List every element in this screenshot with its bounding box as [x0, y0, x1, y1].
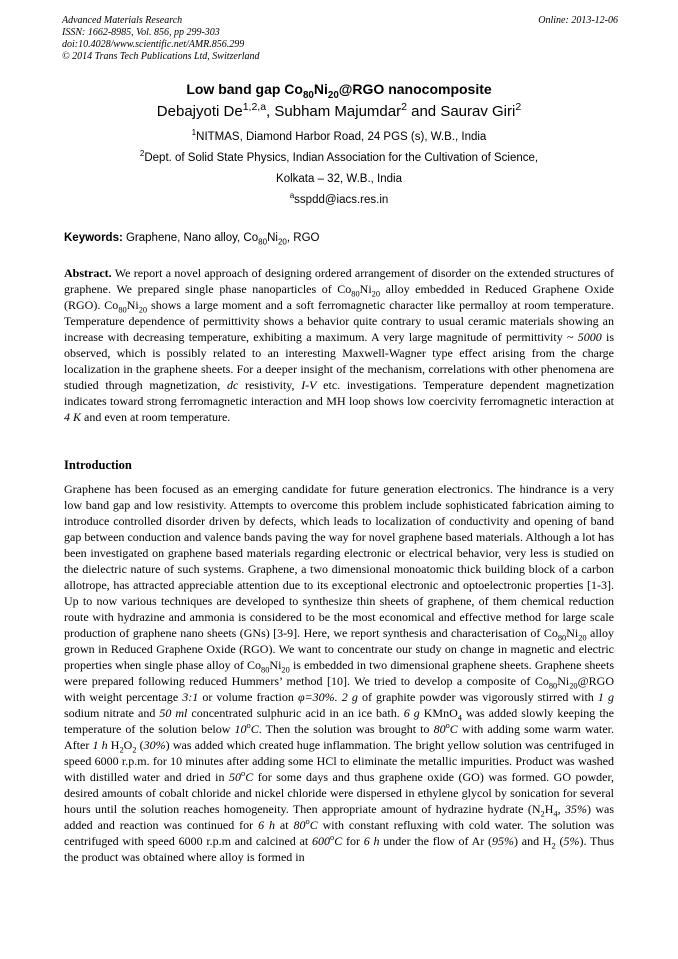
- intro-italic: 1 g: [597, 690, 614, 704]
- abstract-label: Abstract.: [64, 266, 112, 280]
- intro-text: @RGO with weight percentage: [64, 674, 614, 704]
- intro-text: KMnO: [419, 706, 458, 720]
- title-text: @RGO nanocomposite: [338, 81, 492, 97]
- affiliation-text: Dept. of Solid State Physics, Indian Association for the Cultivation of Science,: [144, 152, 539, 164]
- superscript: o: [241, 769, 246, 778]
- author-affiliation-mark: 2: [401, 101, 407, 113]
- introduction-body: [64, 481, 614, 951]
- keywords-text: Ni: [267, 232, 278, 244]
- intro-text: Ni: [557, 674, 570, 688]
- abstract-text: and even at room temperature.: [81, 410, 231, 424]
- affiliation-mark: 2: [139, 149, 145, 159]
- intro-italic: 3:1: [182, 690, 199, 704]
- intro-italic: 5%: [563, 834, 580, 848]
- keywords-text: , RGO: [286, 232, 320, 244]
- subscript: 80: [351, 289, 360, 299]
- intro-text: ,: [557, 802, 565, 816]
- affiliation-2-line-2: Kolkata – 32, W.B., India: [276, 173, 402, 185]
- intro-text: ) and H: [514, 834, 552, 848]
- intro-text: concentrated sulphuric acid in an ice bath.: [187, 706, 404, 720]
- email-text: sspdd@iacs.res.in: [294, 194, 389, 206]
- intro-italic: 30%: [143, 738, 166, 752]
- abstract-text: Ni: [126, 298, 139, 312]
- intro-text: or volume fraction: [198, 690, 298, 704]
- superscript: o: [246, 721, 251, 730]
- intro-text: (: [555, 834, 564, 848]
- journal-name: Advanced Materials Research: [62, 15, 183, 26]
- intro-text: H: [107, 738, 120, 752]
- intro-italic: 600: [312, 834, 330, 848]
- subscript: 2: [551, 841, 556, 851]
- intro-italic: C: [309, 818, 318, 832]
- abstract-text: etc. investigations. Temperature dependent magnetization indicates toward strong ferromagnetic interaction and MH loop shows low coercivity ferromagnetic interaction at: [64, 378, 615, 408]
- subscript: 80: [261, 665, 270, 675]
- intro-text: ) was added which created huge inflammation. The bright yellow solution was centrifuged in speed 6000 r.p.m. for 10 minutes after adding some HCl to eliminate the metallic impurities. Product was washed with distilled water and dried in: [64, 738, 614, 784]
- title-subscript: 20: [327, 89, 339, 101]
- email: [0, 191, 678, 206]
- journal-header: [62, 15, 618, 63]
- keywords-subscript: 20: [277, 237, 287, 247]
- intro-italic: 6 h: [258, 818, 275, 832]
- intro-text: H: [544, 802, 554, 816]
- affiliation-mark: 1: [191, 128, 197, 138]
- abstract-text: alloy embedded in Reduced Graphene Oxide (RGO). Co: [64, 282, 614, 312]
- author-affiliation-mark: 2: [515, 101, 522, 113]
- abstract-italic: dc: [226, 378, 239, 392]
- journal-doi: doi:10.4028/www.scientific.net/AMR.856.299: [62, 39, 245, 50]
- affiliation-text: NITMAS, Diamond Harbor Road, 24 PGS (s), W.B., India: [196, 131, 487, 143]
- intro-italic: C: [245, 770, 254, 784]
- affiliation-1: [0, 128, 678, 143]
- author-name: , Subham Majumdar: [266, 103, 402, 120]
- journal-copyright: © 2014 Trans Tech Publications Ltd, Switzerland: [62, 51, 260, 62]
- superscript: o: [445, 721, 450, 730]
- intro-text: was added slowly keeping the temperature of the solution below: [64, 706, 614, 736]
- intro-text: for some days and thus graphene oxide (GO) was formed. GO powder, desired amounts of cobalt chloride and nickel chloride were dispersed in ethylene glycol by sonication for several hours until the solution reaches homogeneity. Then appropriate amount of hydrazine hydrate (N: [64, 770, 614, 816]
- abstract-text: We report a novel approach of designing ordered arrangement of disorder on the extended structures of graphene. We prepared single phase nanoparticles of Co: [64, 266, 614, 296]
- author-name: Debajyoti De: [156, 103, 243, 120]
- intro-text: O: [123, 738, 133, 752]
- intro-italic: 50: [229, 770, 241, 784]
- subscript: 80: [557, 633, 567, 643]
- abstract-italic: 5000: [577, 330, 602, 344]
- intro-italic: 35%: [564, 802, 587, 816]
- intro-text: Ni: [566, 626, 579, 640]
- title-text: Low band gap Co: [186, 81, 303, 97]
- online-date: Online: 2013-12-06: [538, 15, 618, 26]
- superscript: o: [330, 833, 335, 842]
- superscript: o: [305, 817, 310, 826]
- title-text: Ni: [313, 81, 328, 97]
- intro-text: alloy grown in Reduced Graphene Oxide (RGO). We want to concentrate our study on change in magnetic and electric properties when single phase alloy of Co: [64, 626, 614, 672]
- intro-italic: C: [449, 722, 458, 736]
- intro-italic: 80: [433, 722, 446, 736]
- subscript: 4: [553, 809, 558, 819]
- subscript: 2: [132, 745, 137, 755]
- author-affiliation-mark: 1,2,a: [242, 101, 267, 113]
- intro-italic: 10: [234, 722, 247, 736]
- abstract-text: resistivity,: [238, 378, 302, 392]
- intro-italic: 80: [293, 818, 306, 832]
- subscript: 20: [371, 289, 381, 299]
- intro-text: ). Thus the product was obtained where alloy is formed in: [64, 834, 614, 864]
- intro-italic: 6 g: [403, 706, 420, 720]
- keywords: [64, 232, 320, 247]
- subscript: 80: [548, 681, 558, 691]
- abstract-italic: 4 K: [64, 410, 82, 424]
- subscript: 2: [540, 809, 545, 819]
- subscript: 20: [578, 633, 587, 643]
- abstract-text: shows a large moment and a soft ferromagnetic character like permalloy at room temperature. Temperature dependence of permittivity shows a behavior quite contrary to usual ceramic materials showing an increase with decreasing temperature, exhibiting a maximum. A very large magnitude of permittivity ~: [64, 298, 614, 344]
- intro-text: (: [136, 738, 144, 752]
- intro-text: at: [275, 818, 294, 832]
- section-heading-introduction: Introduction: [64, 458, 132, 472]
- intro-italic: φ=30%. 2 g: [297, 690, 358, 704]
- subscript: 80: [118, 305, 127, 315]
- affiliation-2: [0, 149, 678, 164]
- keywords-text: Graphene, Nano alloy, Co: [122, 232, 259, 244]
- paper-title: [0, 81, 678, 101]
- keywords-label: Keywords:: [64, 232, 123, 244]
- subscript: 2: [119, 745, 124, 755]
- intro-italic: C: [250, 722, 259, 736]
- abstract-text: is observed, which is possibly related to an interesting Maxwell-Wagner type effect arising from the charge localization in the graphene sheets. For a deeper insight of the mechanism, correlations with other phenomena are studied through magnetization,: [64, 330, 614, 392]
- intro-text: ) was added and reaction was continued for: [64, 802, 614, 832]
- intro-text: Ni: [269, 658, 282, 672]
- intro-italic: C: [334, 834, 343, 848]
- abstract: [64, 265, 614, 425]
- intro-text: under the flow of Ar (: [379, 834, 493, 848]
- intro-text: is embedded in two dimensional graphene sheets. Graphene sheets were prepared following reduced Hummers’ method [10]. We tried to develop a composite of Co: [64, 658, 614, 688]
- intro-text: for: [342, 834, 364, 848]
- intro-italic: 50 ml: [159, 706, 188, 720]
- abstract-italic: I-V: [301, 378, 317, 392]
- keywords-subscript: 80: [258, 237, 268, 247]
- intro-text: Graphene has been focused as an emerging candidate for future generation electronics. The hindrance is a very low band gap and low resistivity. Attempts to overcome this problem include sophisticated fabrication aiming to introduce controlled disorder driven by defects, which leads to localization of conductivity and opening of band gap between conduction and valence bands paving the way for novel graphene based materials. Although a lot has been investigated on graphene based materials regarding electronic or electrical behavior, very less is studied on the dielectric nature of such systems. Graphene, a two dimensional monoatomic thick building block of a carbon allotrope, has attracted appreciable attention due to its exceptional electronic and optoelectronic properties [1-3]. Up to now various techniques are developed to synthesize thin sheets of graphene, of them chemical reduction route with hydrazine and ammonia is considered to be the most economical and effective method for large scale production of graphene nano sheets (GNs) [3-9]. Here, we report synthesis and characterisation of Co: [64, 482, 614, 640]
- intro-text: . Then the solution was brought to: [258, 722, 434, 736]
- subscript: 20: [138, 305, 148, 315]
- intro-italic: 95%: [492, 834, 515, 848]
- author-list: [0, 103, 678, 120]
- subscript: 20: [569, 681, 578, 691]
- subscript: 20: [281, 665, 290, 675]
- intro-text: with constant refluxing with cold water. The solution was centrifuged with speed 6000 r.p.m and calcined at: [64, 818, 614, 848]
- subscript: 4: [457, 713, 462, 723]
- title-subscript: 80: [302, 89, 314, 101]
- intro-text: sodium nitrate and: [64, 706, 160, 720]
- intro-text: with adding some warm water. After: [64, 722, 614, 752]
- abstract-text: Ni: [359, 282, 372, 296]
- intro-italic: 6 h: [363, 834, 380, 848]
- intro-italic: 1 h: [92, 738, 108, 752]
- author-name: and Saurav Giri: [406, 103, 516, 120]
- journal-issn: ISSN: 1662-8985, Vol. 856, pp 299-303: [62, 27, 220, 38]
- email-mark: a: [289, 191, 295, 201]
- intro-text: of graphite powder was vigorously stirred with: [357, 690, 598, 704]
